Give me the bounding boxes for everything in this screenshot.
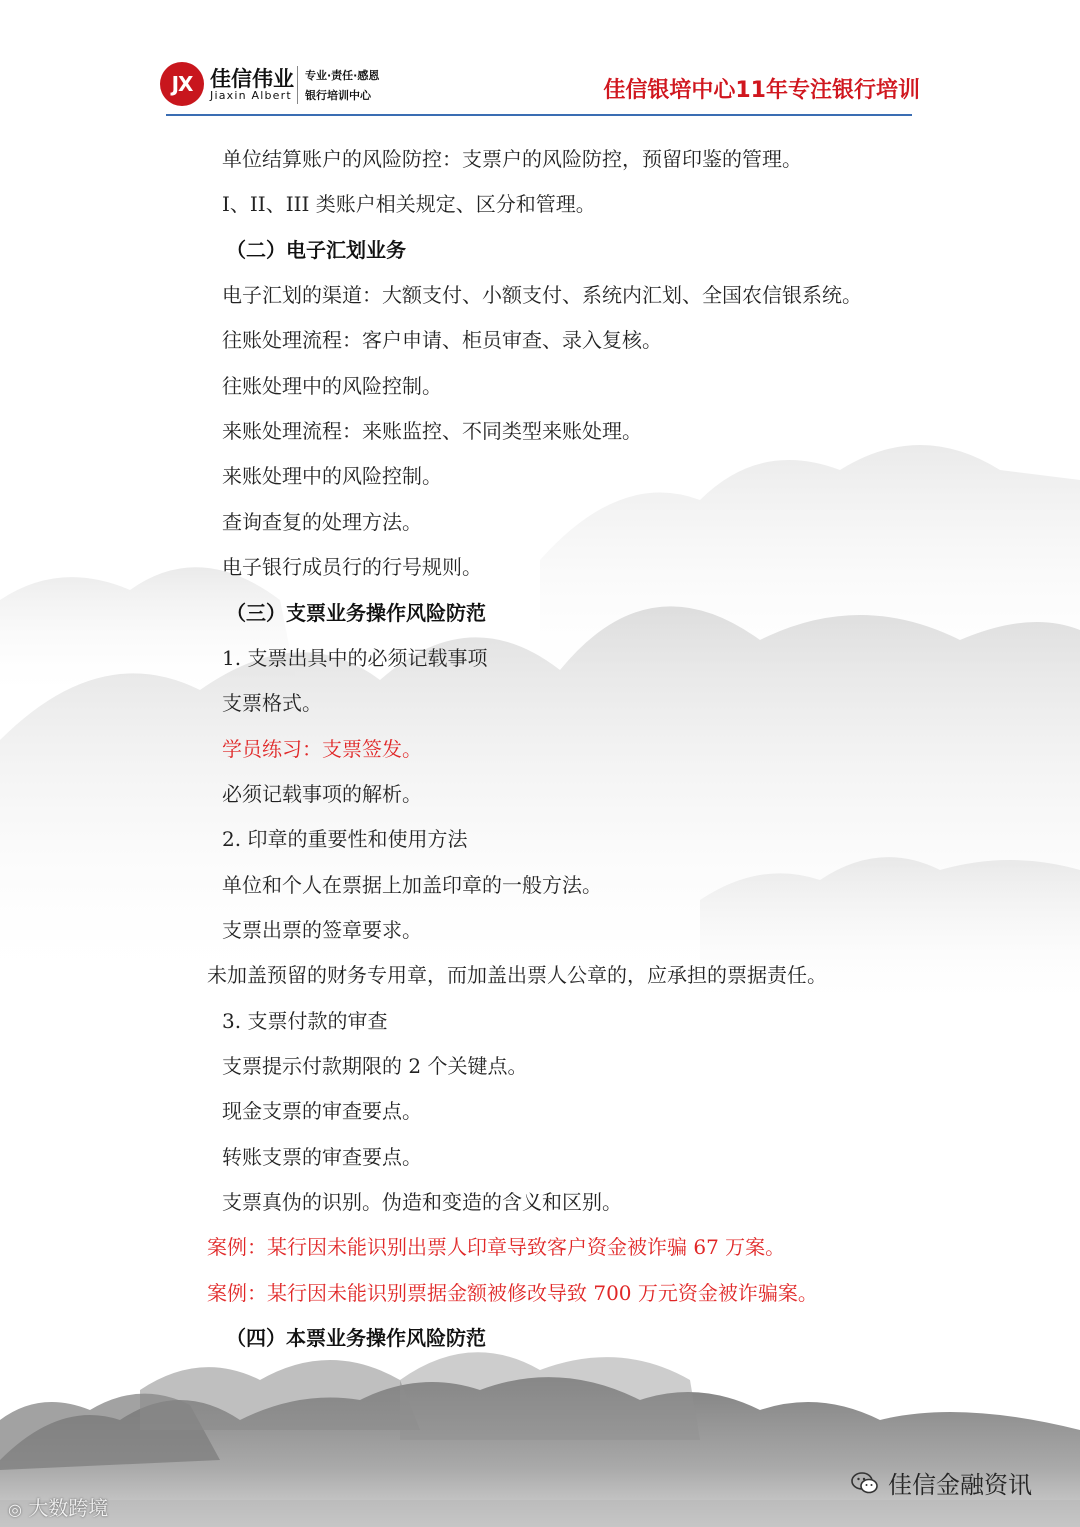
content-line: 必须记载事项的解析。 <box>222 782 422 806</box>
content-line: 电子汇划的渠道：大额支付、小额支付、系统内汇划、全国农信银系统。 <box>222 283 862 307</box>
section-heading: （四）本票业务操作风险防范 <box>226 1326 486 1350</box>
logo-center-name: 银行培训中心 <box>305 89 371 102</box>
content-line: 支票出票的签章要求。 <box>222 918 422 942</box>
content-line: 来账处理流程：来账监控、不同类型来账处理。 <box>222 419 642 443</box>
logo-icon: ◎ <box>8 1500 22 1519</box>
content-line: 支票真伪的识别。伪造和变造的含义和区别。 <box>222 1190 622 1214</box>
content-line: 往账处理中的风险控制。 <box>222 374 442 398</box>
case-line: 案例：某行因未能识别出票人印章导致客户资金被诈骗 67 万案。 <box>207 1235 786 1259</box>
logo-mark: JX <box>160 62 204 106</box>
content-line: 来账处理中的风险控制。 <box>222 464 442 488</box>
content-line: 电子银行成员行的行号规则。 <box>222 555 482 579</box>
watermark-right <box>850 1465 1032 1500</box>
content-line: 查询查复的处理方法。 <box>222 510 422 534</box>
content-line: 单位结算账户的风险防控：支票户的风险防控，预留印鉴的管理。 <box>222 147 802 171</box>
content-line: I、II、III 类账户相关规定、区分和管理。 <box>222 192 596 216</box>
content-line: 单位和个人在票据上加盖印章的一般方法。 <box>222 873 602 897</box>
header-rule <box>166 114 912 116</box>
content-line: 转账支票的审查要点。 <box>222 1145 422 1169</box>
watermark-right-text: 佳信金融资讯 <box>888 1471 1032 1499</box>
content-line: 往账处理流程：客户申请、柜员审查、录入复核。 <box>222 328 662 352</box>
section-heading: （二）电子汇划业务 <box>226 238 406 262</box>
content-line: 现金支票的审查要点。 <box>222 1099 422 1123</box>
header-title: 佳信银培中心11年专注银行培训 <box>603 78 920 103</box>
watermark-left-text: 大数跨境 <box>28 1496 109 1520</box>
logo-divider <box>297 66 298 104</box>
content-line: 2. 印章的重要性和使用方法 <box>222 827 468 851</box>
logo-name: 佳信伟业 <box>210 67 294 91</box>
content-line: 未加盖预留的财务专用章，而加盖出票人公章的，应承担的票据责任。 <box>207 963 827 987</box>
watermark-left <box>8 1492 108 1521</box>
content-line: 3. 支票付款的审查 <box>222 1009 388 1033</box>
content-line: 支票格式。 <box>222 691 322 715</box>
page-header <box>0 0 1080 130</box>
content-line: 1. 支票出具中的必须记载事项 <box>222 646 488 670</box>
wechat-icon <box>850 1470 880 1496</box>
case-line: 案例：某行因未能识别票据金额被修改导致 700 万元资金被诈骗案。 <box>207 1281 818 1305</box>
logo-english-name: Jiaxin Albert <box>210 89 292 102</box>
exercise-line: 学员练习：支票签发。 <box>222 737 422 761</box>
section-heading: （三）支票业务操作风险防范 <box>226 601 486 625</box>
content-line: 支票提示付款期限的 2 个关键点。 <box>222 1054 528 1078</box>
logo-slogan: 专业·责任·感恩 <box>305 69 380 82</box>
